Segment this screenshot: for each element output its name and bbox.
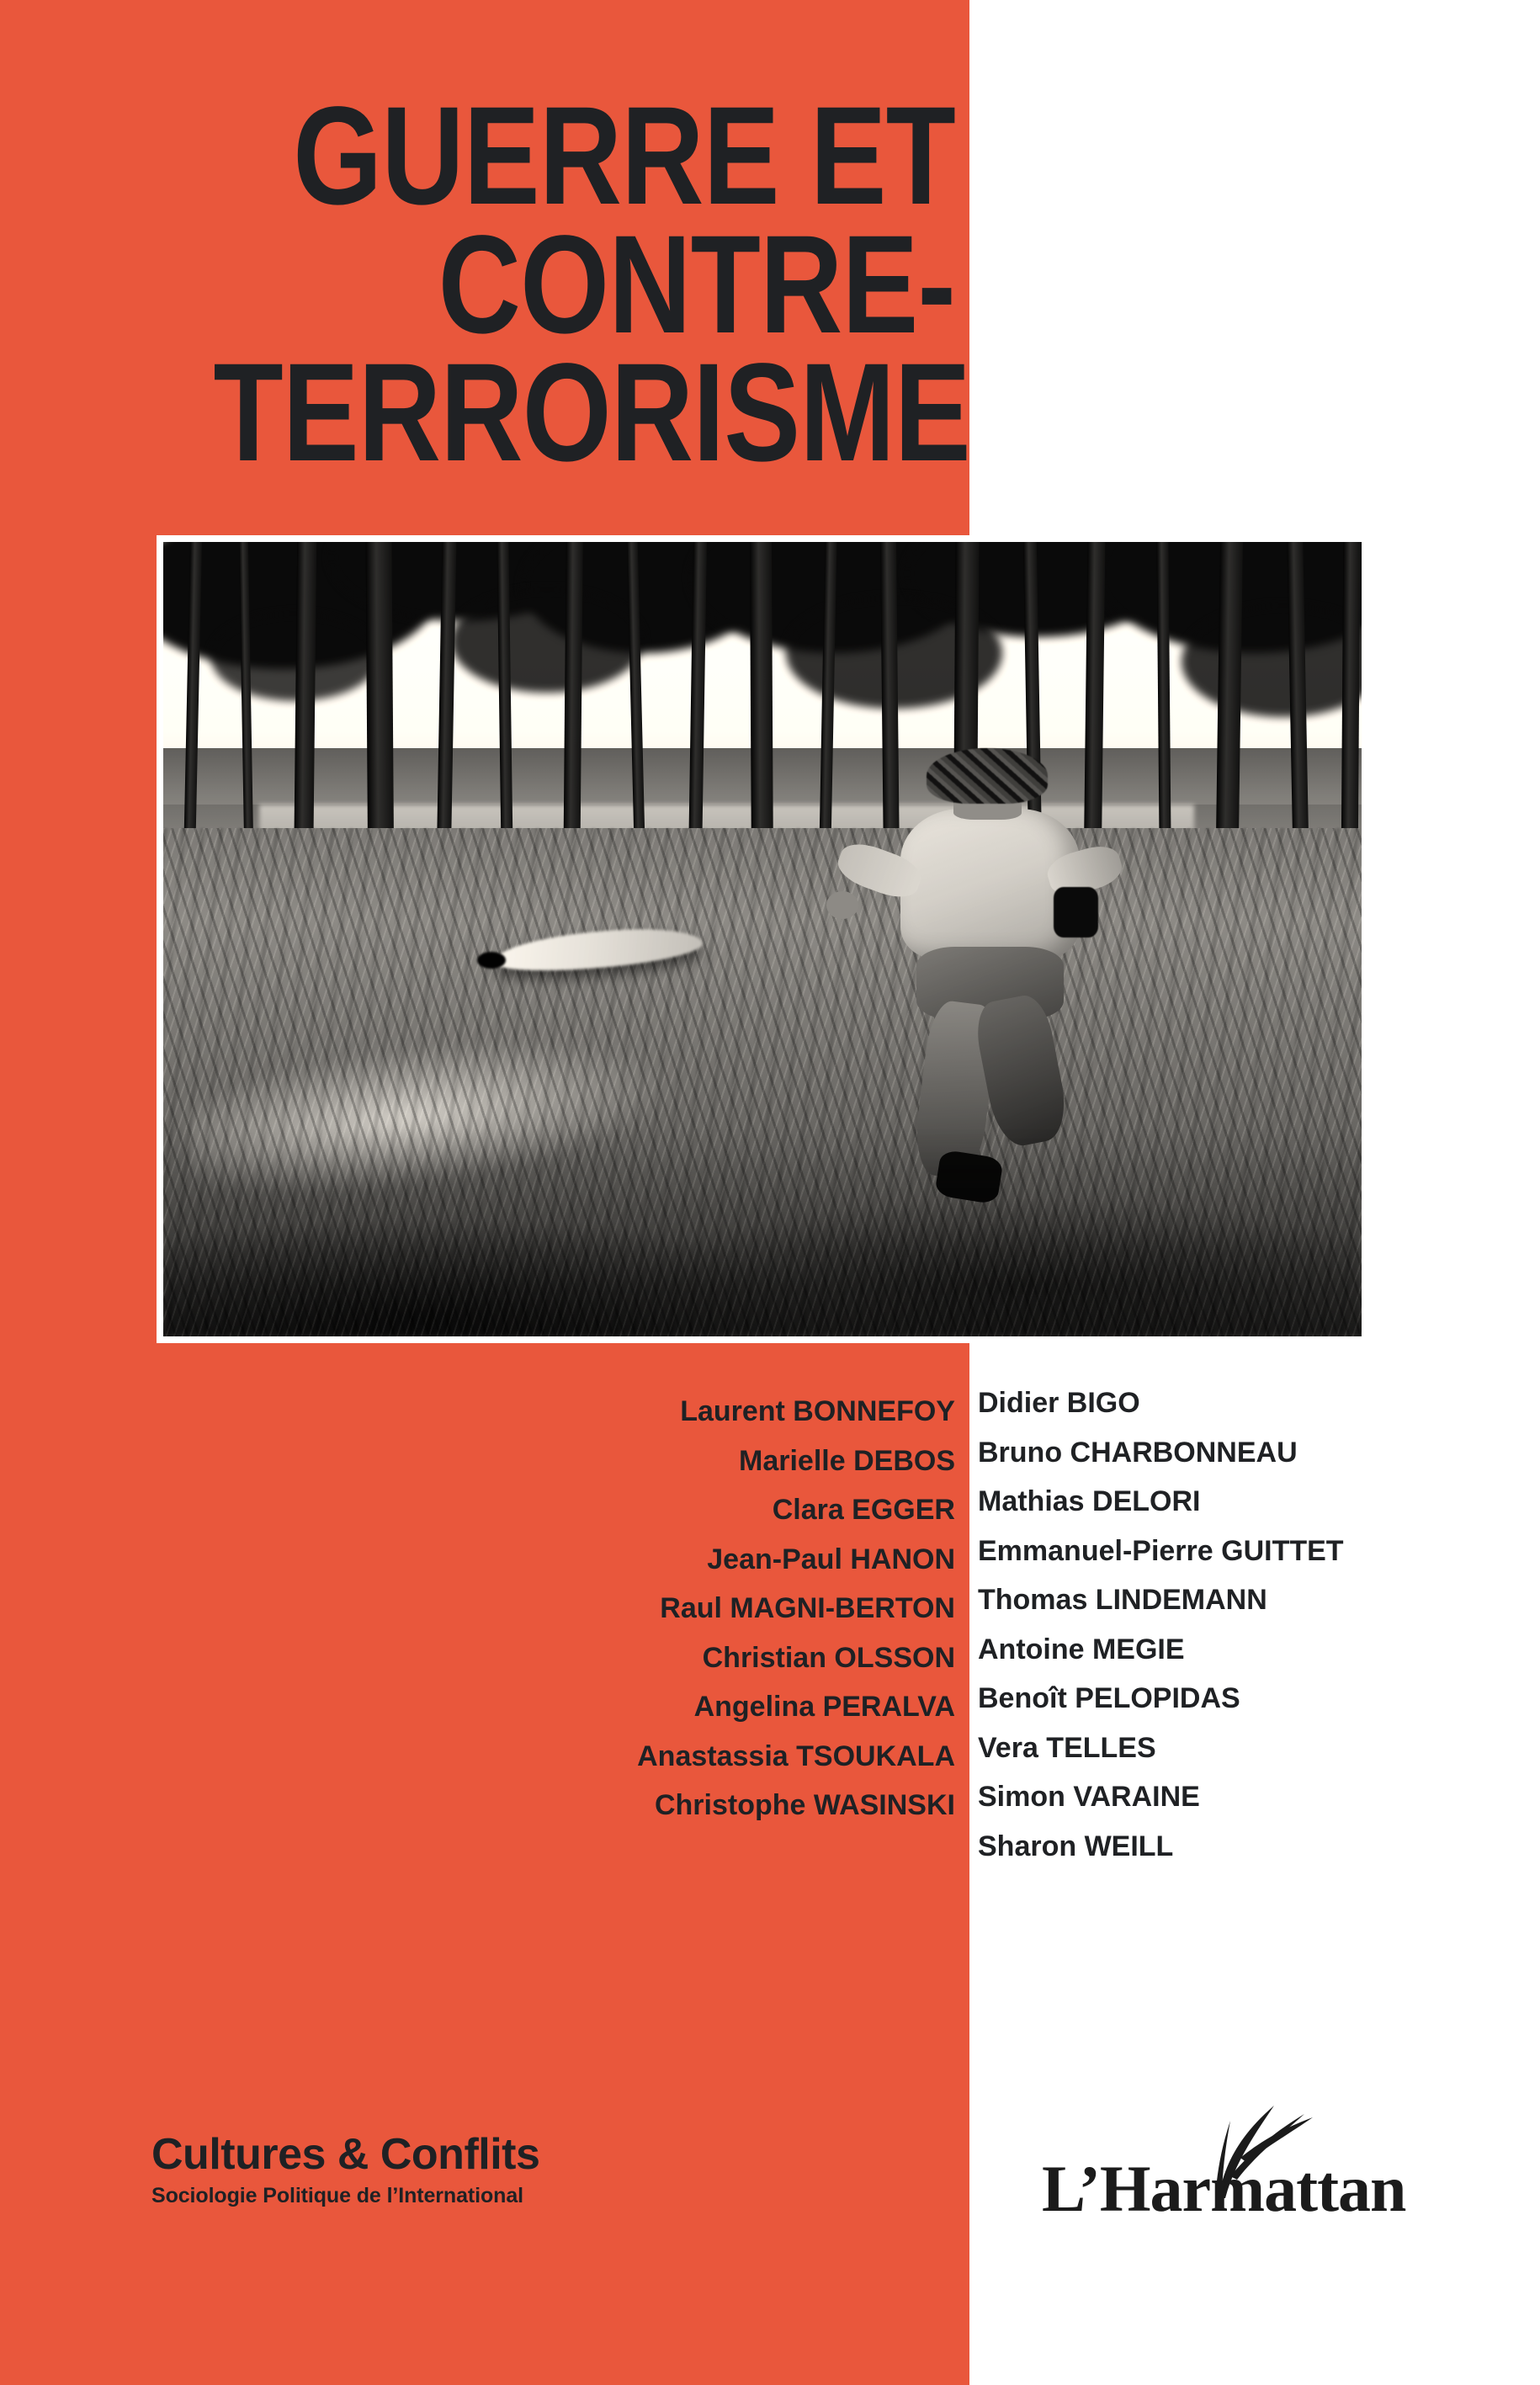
journal-name: Cultures & Conflits (151, 2130, 540, 2179)
author-name: Anastassia TSOUKALA (637, 1740, 955, 1772)
author-name: Simon VARAINE (978, 1781, 1200, 1813)
journal-subtitle: Sociologie Politique de l’International (151, 2184, 523, 2208)
page-title (213, 78, 970, 491)
author-name: Laurent BONNEFOY (680, 1395, 955, 1427)
soldier-front-leg (971, 991, 1072, 1150)
photo-motion-blur (163, 1130, 1362, 1336)
title-line-2: CONTRE- (438, 206, 955, 363)
author-name: Raul MAGNI-BERTON (660, 1592, 955, 1624)
title-line-3: TERRORISME (213, 335, 970, 491)
journal-imprint (151, 2130, 690, 2208)
photo-canopy (451, 590, 643, 693)
publisher-name: L’Harmattan (1042, 2152, 1406, 2225)
cover-photograph (163, 542, 1362, 1336)
author-name: Clara EGGER (772, 1494, 955, 1526)
author-name: Antoine MEGIE (978, 1633, 1185, 1665)
author-name: Bruno CHARBONNEAU (978, 1436, 1298, 1469)
author-name: Vera TELLES (978, 1731, 1156, 1764)
photo-tree-trunk (1156, 542, 1171, 844)
author-list-right-column (978, 1378, 1500, 1871)
author-name: Emmanuel-Pierre GUITTET (978, 1534, 1344, 1567)
author-name: Marielle DEBOS (739, 1444, 955, 1477)
author-name: Christian OLSSON (702, 1641, 955, 1674)
soldier-left-hand (826, 891, 858, 919)
author-name: Christophe WASINSKI (654, 1789, 955, 1821)
author-name: Thomas LINDEMANN (978, 1584, 1267, 1616)
photo-body-head (477, 952, 506, 969)
title-line-1: GUERRE ET (293, 78, 956, 234)
photo-tree-trunk (563, 542, 582, 876)
publisher-logo (1042, 2104, 1406, 2230)
soldier-camouflage-helmet (927, 748, 1048, 804)
author-name: Sharon WEILL (978, 1830, 1174, 1862)
cover-photograph-frame (157, 535, 1368, 1343)
author-name: Angelina PERALVA (693, 1691, 955, 1723)
soldier-holster (1054, 887, 1098, 938)
author-list-left-column (505, 1387, 955, 1830)
author-name: Didier BIGO (978, 1387, 1140, 1419)
author-name: Benoît PELOPIDAS (978, 1682, 1240, 1714)
photo-tree-trunk (1341, 542, 1361, 860)
author-name: Mathias DELORI (978, 1485, 1201, 1517)
author-name: Jean-Paul HANON (707, 1543, 955, 1575)
